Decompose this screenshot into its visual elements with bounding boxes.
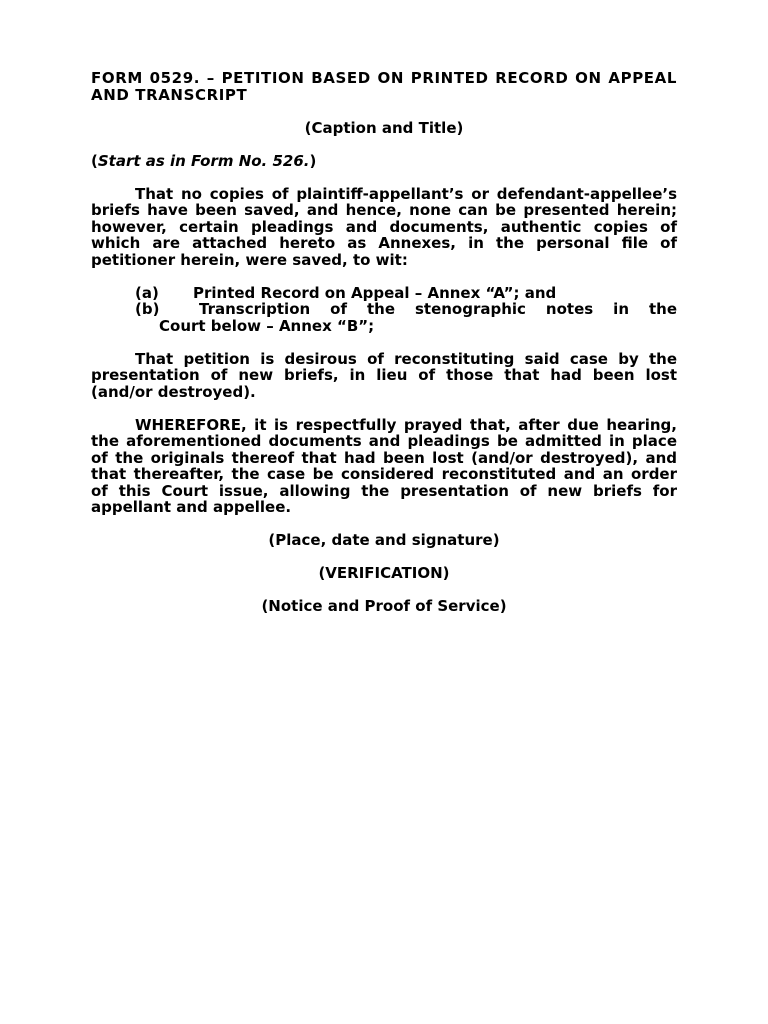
paragraph-reconstitution: That petition is desirous of reconstituting said case by the presentation of new briefs, in lieu of those that had been lost (and/or destroyed). xyxy=(91,349,677,401)
start-note-close: ) xyxy=(309,151,317,170)
verification-heading: (VERIFICATION) xyxy=(318,564,450,582)
start-note-italic: Start as in Form No. 526. xyxy=(97,151,310,170)
list-item-b xyxy=(135,301,677,334)
list-text-a: Printed Record on Appeal – Annex “A”; and xyxy=(193,283,557,302)
form-title: FORM 0529. – PETITION BASED ON PRINTED RECORD ON APPEAL AND TRANSCRIPT xyxy=(91,69,677,104)
annex-list xyxy=(91,285,677,335)
start-note xyxy=(91,153,677,170)
start-note-open: ( xyxy=(91,151,98,170)
notice-proof-heading: (Notice and Proof of Service) xyxy=(261,597,507,615)
form-document xyxy=(91,70,677,615)
paragraph-wherefore: WHEREFORE, it is respectfully prayed that, after due hearing, the aforementioned documents and pleadings be admitted in place of the originals thereof that had been lost (and/or destroyed), and that thereafter, the case be considered reconstituted and an order of this Court issue, allowing the presentation of new briefs for appellant and appellee. xyxy=(91,415,677,516)
list-marker-a: (a) xyxy=(135,283,159,302)
paragraph-copies-not-saved: That no copies of plaintiff-appellant’s or defendant-appellee’s briefs have been saved, and hence, none can be presented herein; however, certain pleadings and documents, authentic copies of which are attached hereto as Annexes, in the personal file of petitioner herein, were saved, to wit: xyxy=(91,184,677,269)
list-marker-b: (b) xyxy=(135,300,160,318)
list-text-b-line-1: Transcription of the stenographic notes in the xyxy=(199,300,677,318)
list-item-a xyxy=(135,285,677,302)
signature-line: (Place, date and signature) xyxy=(268,531,500,549)
list-item-b-first-line xyxy=(135,301,677,318)
caption-heading: (Caption and Title) xyxy=(304,118,464,137)
list-text-b-line-2: Court below – Annex “B”; xyxy=(159,316,375,335)
